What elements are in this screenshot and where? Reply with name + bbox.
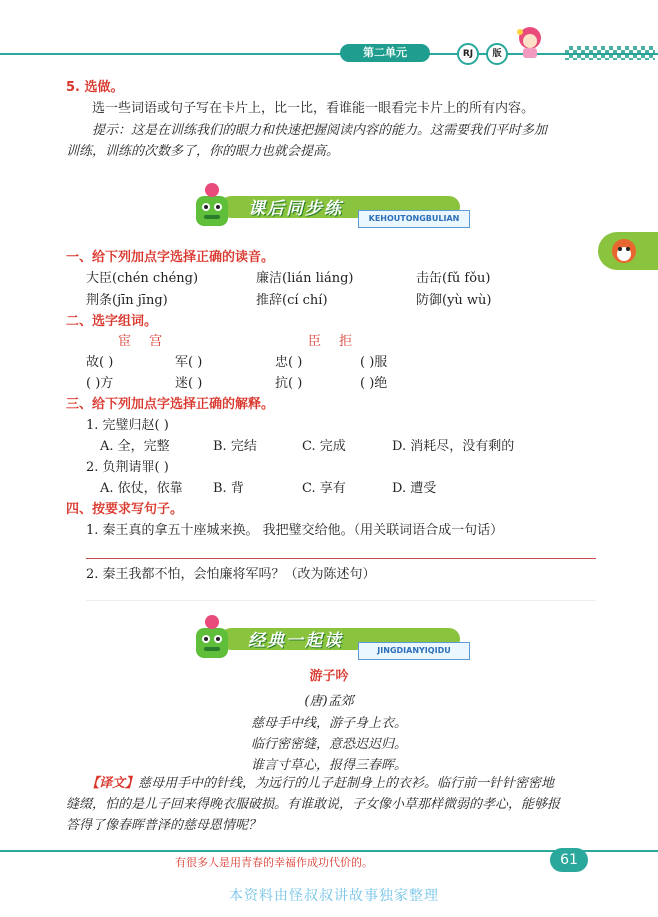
fox-face-icon — [604, 232, 644, 270]
q1-r1c3: 击缶(fǔ fǒu) — [416, 271, 491, 286]
q1-r2c1: 荆条(jīn jīng) — [86, 293, 168, 308]
q2-r2c2: 迷( ) — [175, 376, 203, 391]
watermark-text: 本资料由怪叔叔讲故事独家整理 — [229, 888, 439, 904]
banner-jingdian-sub: JINGDIANYIQIDU — [358, 642, 470, 660]
translation-line1-text: 慈母用手中的针线，为远行的儿子赶制身上的衣衫。临行前一针针密密地 — [138, 776, 555, 791]
q3-title: 三、给下列加点字选择正确的解释。 — [66, 397, 275, 412]
q3-item1-opt-b: B. 完结 — [213, 439, 257, 454]
q2-pair2: 臣 拒 — [308, 334, 353, 349]
q2-pair1: 宦 宫 — [118, 334, 163, 349]
header-checker-pattern — [565, 46, 655, 60]
q3-item2-opt-d: D. 遭受 — [392, 481, 437, 496]
q4-item2: 2. 秦王我都不怕，会怕廉将军吗？（改为陈述句） — [86, 567, 376, 582]
q3-item1-opt-d: D. 消耗尽，没有剩的 — [392, 439, 515, 454]
q3-item2: 2. 负荆请罪( ) — [86, 460, 169, 475]
q1-r1c2: 廉洁(lián liáng) — [256, 271, 354, 286]
q3-item1: 1. 完璧归赵( ) — [86, 418, 169, 433]
unit-label: 第二单元 — [340, 44, 430, 62]
banner-kehou-sub: KEHOUTONGBULIAN — [358, 210, 470, 228]
q2-r1c3: 忠( ) — [275, 355, 303, 370]
q2-r1c1: 故( ) — [86, 355, 114, 370]
banner-jingdian — [190, 614, 460, 662]
q1-title: 一、给下列加点字选择正确的读音。 — [66, 250, 275, 265]
q4-title: 四、按要求写句子。 — [66, 502, 184, 517]
poem-author: (唐)孟郊 — [304, 694, 354, 709]
q3-item1-opt-a: A. 全，完整 — [100, 439, 170, 454]
q1-r1c1: 大臣(chén chéng) — [86, 271, 199, 286]
footer-quote: 有很多人是用青春的幸福作成功代价的。 — [175, 856, 373, 869]
green-mascot-icon — [190, 614, 234, 662]
q1-r2c2: 推辞(cí chí) — [256, 293, 328, 308]
section5-title: 5. 选做。 — [66, 80, 124, 95]
page-number: 61 — [550, 848, 588, 872]
poem-line-1: 慈母手中线，游子身上衣。 — [250, 716, 407, 731]
q4-item1: 1. 秦王真的拿五十座城来换。 我把璧交给他。（用关联词语合成一句话） — [86, 523, 504, 538]
q3-item2-opt-a: A. 依仗，依靠 — [100, 481, 183, 496]
q2-title: 二、选字组词。 — [66, 314, 158, 329]
banner-jingdian-title: 经典一起读 — [248, 631, 343, 651]
girl-mascot-icon — [508, 22, 552, 62]
section5-tip2: 训练，训练的次数多了，你的眼力也就会提高。 — [66, 144, 340, 159]
q2-r1c2: 军( ) — [175, 355, 203, 370]
poem-title: 游子吟 — [309, 669, 349, 684]
q2-r2c3: 抗( ) — [275, 376, 303, 391]
q1-r2c3: 防御(yù wù) — [416, 293, 492, 308]
poem-line-2: 临行密密缝，意恐迟迟归。 — [250, 737, 407, 752]
translation-line1 — [86, 775, 554, 793]
header-rule — [0, 53, 658, 55]
answer-line-faint[interactable] — [86, 600, 596, 601]
green-mascot-icon — [190, 182, 234, 230]
q2-r1c4: ( )服 — [360, 355, 388, 370]
banner-kehou-title: 课后同步练 — [248, 199, 343, 219]
q3-item2-opt-c: C. 享有 — [302, 481, 346, 496]
side-tab — [598, 232, 658, 270]
section5-tip1: 提示：这是在训练我们的眼力和快速把握阅读内容的能力。这需要我们平时多加 — [92, 123, 548, 138]
q3-item1-opt-c: C. 完成 — [302, 439, 346, 454]
badge-ban: 版 — [486, 43, 508, 65]
section5-line1: 选一些词语或句子写在卡片上，比一比，看谁能一眼看完卡片上的所有内容。 — [92, 101, 535, 116]
answer-line[interactable] — [86, 558, 596, 559]
q2-r2c4: ( )绝 — [360, 376, 388, 391]
q3-item2-opt-b: B. 背 — [213, 481, 244, 496]
q2-r2c1: ( )方 — [86, 376, 114, 391]
banner-kehou — [190, 182, 460, 230]
badge-rj: RJ — [457, 43, 479, 65]
translation-line2: 缝缀，怕的是儿子回来得晚衣服破损。有谁敢说，子女像小草那样微弱的孝心，能够报 — [66, 797, 561, 812]
poem-line-3: 谁言寸草心，报得三春晖。 — [250, 758, 407, 773]
translation-tag: 【译文】 — [86, 776, 139, 791]
translation-line3: 答得了像春晖普泽的慈母恩情呢？ — [66, 818, 262, 833]
